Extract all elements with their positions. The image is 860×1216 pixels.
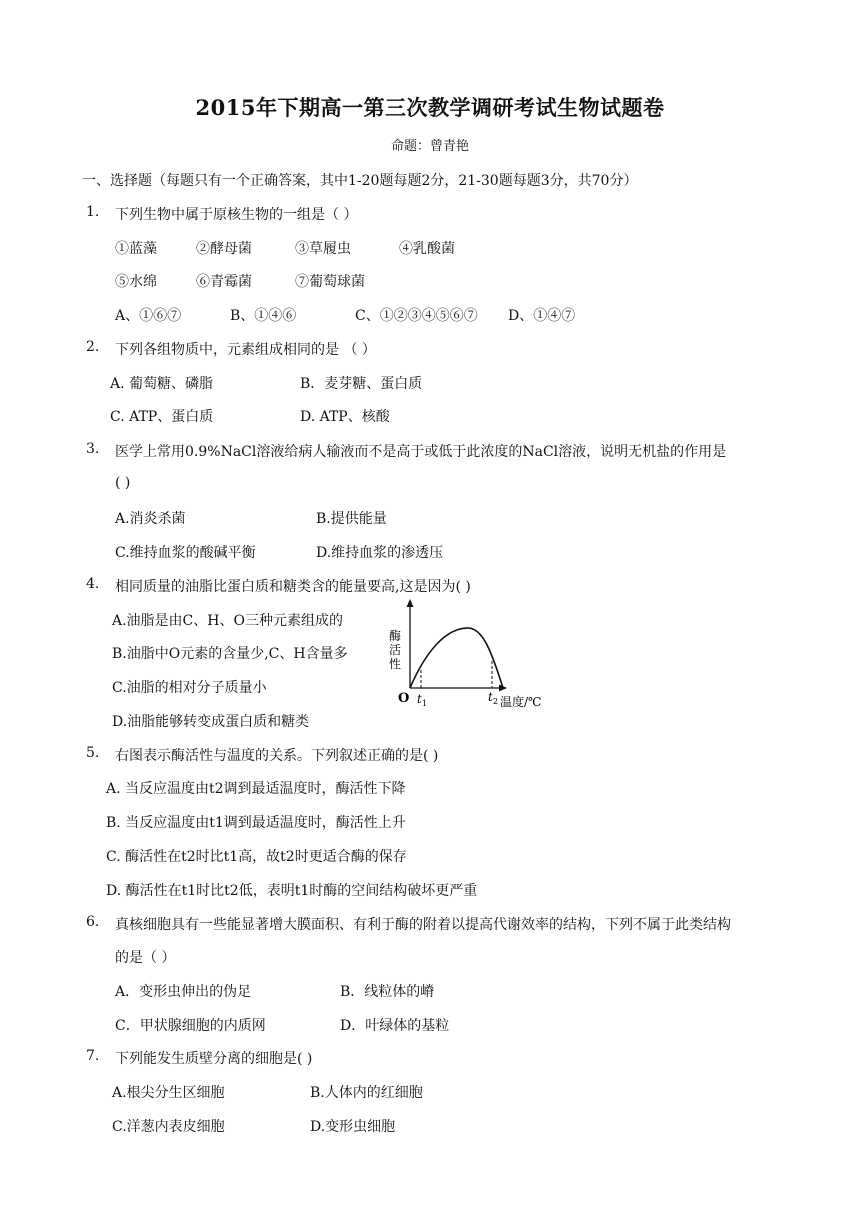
option-a: A.根尖分生区细胞 (112, 1085, 225, 1101)
option-b: B．线粒体的嵴 (340, 984, 435, 1000)
option-b: B．麦芽糖、蛋白质 (300, 376, 423, 392)
question-number: 4. (86, 576, 100, 592)
option-a: A. 当反应温度由t2调到最适温度时，酶活性下降 (106, 781, 406, 797)
question-stem: 下列能发生质壁分离的细胞是( ) (115, 1051, 313, 1067)
question-item: ③草履虫 (295, 241, 351, 257)
option-d: D.油脂能够转变成蛋白质和糖类 (112, 714, 310, 730)
t1-label: t (417, 692, 422, 706)
option-a: A.消炎杀菌 (115, 511, 186, 527)
question-stem: 真核细胞具有一些能显著增大膜面积、有利于酶的附着以提高代谢效率的结构，下列不属于此类结构 (115, 917, 731, 933)
option-b: B.油脂中O元素的含量少,C、H含量多 (112, 646, 348, 662)
question-stem-continued: 的是（ ） (115, 950, 176, 966)
option-d: D. 酶活性在t1时比t2低，表明t1时酶的空间结构破坏更严重 (106, 883, 478, 899)
author-line: 命题：曾青艳 (390, 139, 469, 154)
question-item: ⑤水绵 (115, 274, 157, 290)
option-c: C、①②③④⑤⑥⑦ (355, 308, 478, 324)
x-axis-label: 温度/℃ (500, 695, 542, 709)
section-heading: 一、选择题（每题只有一个正确答案，其中1-20题每题2分，21-30题每题3分，共70分） (82, 173, 638, 189)
option-d: D. ATP、核酸 (300, 409, 390, 425)
option-c: C．甲状腺细胞的内质网 (115, 1018, 266, 1034)
option-a: A. 葡萄糖、磷脂 (110, 376, 214, 392)
question-number: 5. (86, 745, 100, 761)
option-c: C.油脂的相对分子质量小 (112, 680, 267, 696)
enzyme-temperature-figure (385, 598, 560, 713)
question-item: ④乳酸菌 (399, 241, 455, 257)
question-item: ⑦葡萄球菌 (295, 274, 365, 290)
page-title: 2015年下期高一第三次教学调研考试生物试题卷 (195, 95, 665, 120)
t2-label: t (488, 690, 493, 704)
option-d: D．叶绿体的基粒 (340, 1018, 450, 1034)
question-number: 3. (86, 441, 100, 457)
option-d: D.维持血浆的渗透压 (316, 545, 444, 561)
t2-subscript: 2 (493, 697, 499, 706)
option-a: A.油脂是由C、H、O三种元素组成的 (112, 613, 343, 629)
question-number: 7. (86, 1048, 100, 1064)
question-number: 2. (86, 339, 100, 355)
question-item: ⑥青霉菌 (196, 274, 252, 290)
question-stem-continued: ( ) (115, 475, 131, 491)
option-b: B.人体内的红细胞 (310, 1085, 423, 1101)
question-number: 6. (86, 914, 100, 930)
question-stem: 医学上常用0.9%NaCl溶液给病人输液而不是高于或低于此浓度的NaCl溶液，说明无机盐的作用是 (115, 444, 727, 460)
option-c: C. ATP、蛋白质 (110, 409, 214, 425)
option-c: C.维持血浆的酸碱平衡 (115, 545, 256, 561)
option-b: B. 当反应温度由t1调到最适温度时，酶活性上升 (106, 815, 406, 831)
question-item: ①蓝藻 (115, 241, 157, 257)
y-axis-arrow (407, 599, 414, 607)
option-b: B、①④⑥ (230, 308, 297, 324)
t1-subscript: 1 (422, 699, 428, 708)
option-c: C. 酶活性在t2时比t1高，故t2时更适合酶的保存 (106, 849, 407, 865)
question-item: ②酵母菌 (196, 241, 252, 257)
option-d: D.变形虫细胞 (310, 1119, 396, 1135)
question-stem: 下列各组物质中，元素组成相同的是 （ ） (115, 342, 376, 358)
option-a: A、①⑥⑦ (115, 308, 182, 324)
y-label-char: 酶 (389, 629, 402, 643)
y-label-char: 活 (389, 643, 402, 657)
activity-curve (410, 628, 503, 688)
question-number: 1. (86, 204, 100, 220)
option-c: C.洋葱内表皮细胞 (112, 1119, 225, 1135)
option-d: D、①④⑦ (508, 308, 576, 324)
question-stem: 下列生物中属于原核生物的一组是（ ） (115, 207, 358, 223)
option-b: B.提供能量 (316, 511, 387, 527)
question-stem: 右图表示酶活性与温度的关系。下列叙述正确的是( ) (115, 748, 439, 764)
origin-label: O (398, 691, 410, 706)
y-label-char: 性 (389, 657, 402, 671)
question-stem: 相同质量的油脂比蛋白质和糖类含的能量要高,这是因为( ) (115, 579, 471, 595)
option-a: A．变形虫伸出的伪足 (115, 984, 252, 1000)
